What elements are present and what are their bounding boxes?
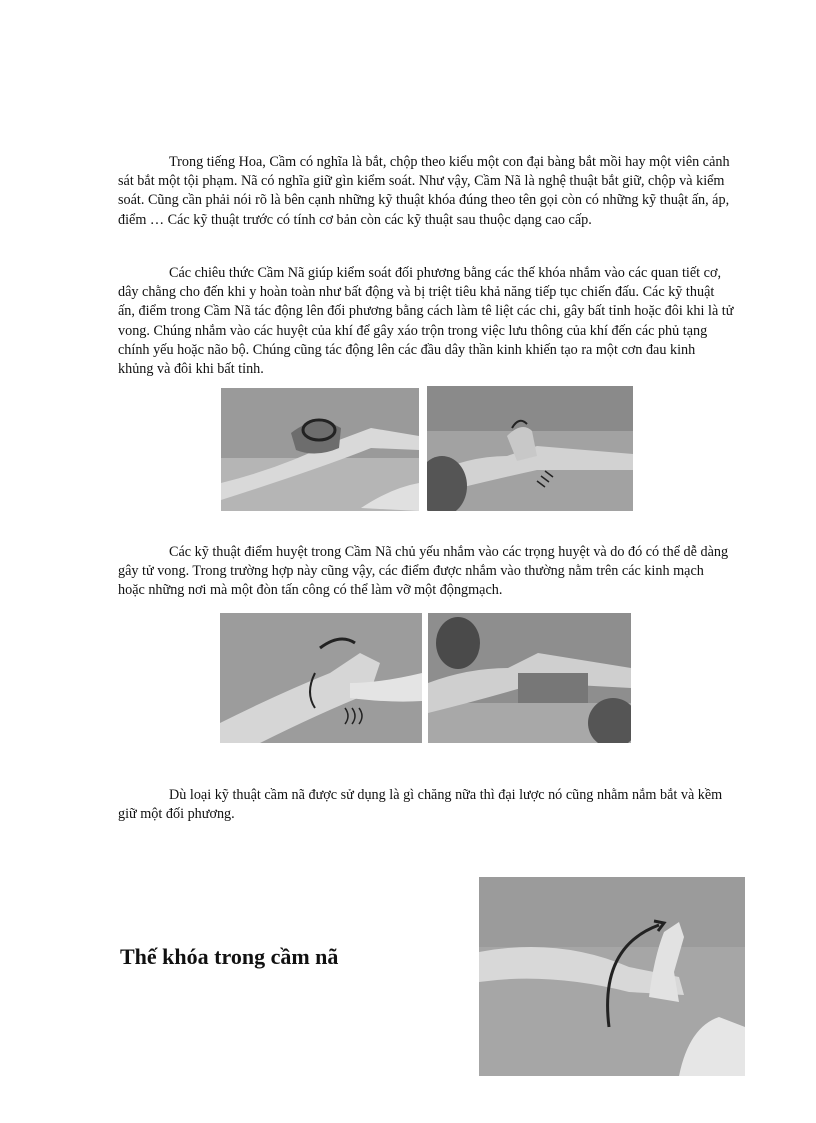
paragraph-pressure-points: Các kỹ thuật điểm huyệt trong Cầm Nã chủ yếu nhắm vào các trọng huyệt và do đó có thể dễ dàng gây tử vong. Trong trường hợp này cũng vậy, các điểm được nhắm vào thường nằm trên các kinh mạch hoặc những nơi mà một đòn tấn công có thể làm vỡ một độngmạch. — [118, 544, 729, 599]
paragraph-summary: Dù loại kỹ thuật cầm nã được sử dụng là gì chăng nữa thì đại lược nó cũng nhằm nắm bắt và kềm giữ một đối phương. — [118, 787, 723, 823]
photo-wrist-grab-2 — [427, 386, 633, 511]
photo-wrist-lock-1 — [220, 613, 422, 743]
photo-wrist-lock-2 — [428, 613, 631, 743]
paragraph-techniques: Các chiêu thức Cầm Nã giúp kiểm soát đối phương bằng các thế khóa nhắm vào các quan tiết cơ, dây chằng cho đến khi y hoàn toàn như bất động và bị triệt tiêu khả năng tiếp tục chiến đấu. Các kỹ thuật ấn, điểm trong Cầm Nã tác động lên đối phương bằng cách làm tê liệt các chi, gây bất tỉnh hoặc đôi khi là tử vong. Chúng nhắm vào các huyệt của khí để gây xáo trộn trong việc lưu thông của khí đến các phủ tạng chính yếu hoặc não bộ. Chúng cũng tác động lên các đầu dây thần kinh khiến tạo ra một cơn đau kinh khủng và đôi khi bất tỉnh. — [118, 265, 734, 378]
photo-arm-lock — [479, 877, 745, 1076]
photo-wrist-grab-1 — [221, 388, 419, 511]
section-heading: Thế khóa trong cầm nã — [120, 944, 339, 969]
paragraph-intro: Trong tiếng Hoa, Cầm có nghĩa là bắt, chộp theo kiểu một con đại bàng bắt mồi hay một viên cảnh sát bắt một tội phạm. Nã có nghĩa giữ gìn kiểm soát. Như vậy, Cầm Nã là nghệ thuật bắt giữ, chộp và kiểm soát. Cũng cần phải nói rõ là bên cạnh những kỹ thuật khóa đúng theo tên gọi còn có những kỹ thuật ấn, áp, điểm … Các kỹ thuật trước có tính cơ bản còn các kỹ thuật sau thuộc dạng cao cấp. — [118, 154, 730, 228]
